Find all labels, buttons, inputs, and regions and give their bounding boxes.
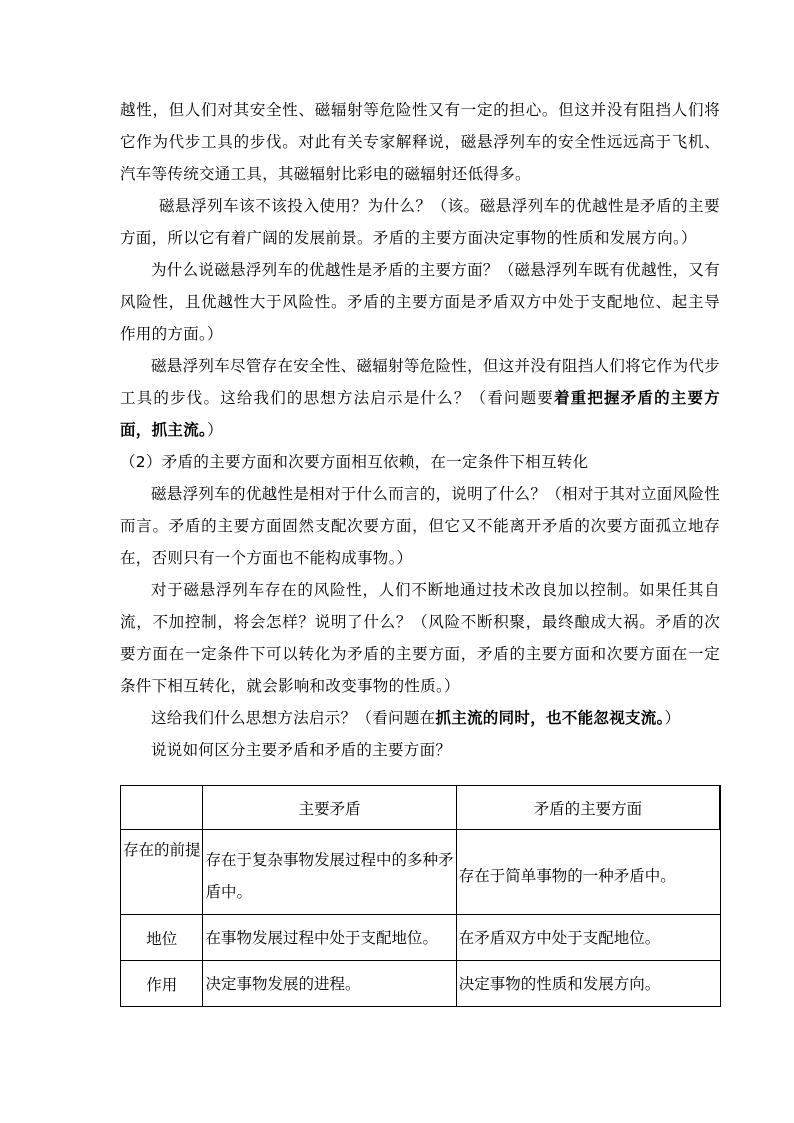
paragraph-risk-control: 对于磁悬浮列车存在的风险性，人们不断地通过技术改良加以控制。如果任其自流，不加控制，将会怎样？说明了什么？（风险不断积聚，最终酿成大祸。矛盾的次要方面在一定条件下可以转化为矛盾的主要方面，矛盾的主要方面和次要方面在一定条件下相互转化，就会影响和改变事物的性质。） xyxy=(120,581,720,695)
paragraph-method-hint xyxy=(120,350,720,446)
table-row xyxy=(121,915,721,961)
method-hint-2-text: 这给我们什么思想方法启示？（看问题在 xyxy=(151,709,436,727)
row-label-role: 作用 xyxy=(121,961,203,1007)
comparison-table xyxy=(120,785,721,1007)
method-hint-close: ） xyxy=(207,421,223,439)
cell-premise-aspect: 存在于简单事物的一种矛盾中。 xyxy=(456,830,720,915)
cell-role-contradiction: 决定事物发展的进程。 xyxy=(203,961,456,1007)
row-label-status: 地位 xyxy=(121,915,203,961)
paragraph-question-main-aspect: 为什么说磁悬浮列车的优越性是矛盾的主要方面？（磁悬浮列车既有优越性，又有风险性，且优越性大于风险性。矛盾的主要方面是矛盾双方中处于支配地位、起主导作用的方面。） xyxy=(120,261,720,343)
section-heading-2: （2）矛盾的主要方面和次要方面相互依赖，在一定条件下相互转化 xyxy=(120,453,589,471)
table-row xyxy=(121,830,721,915)
method-hint-text: 磁悬浮列车尽管存在安全性、磁辐射等危险性，但这并没有阻挡人们将它作为代步工具的步伐。这给我们的思想方法启示是什么？（看问题要 xyxy=(120,357,720,407)
paragraph-method-hint-2 xyxy=(120,702,720,734)
paragraph-table-question: 说说如何区分主要矛盾和矛盾的主要方面？ xyxy=(151,741,452,759)
paragraph-question-use: 磁悬浮列车该不该投入使用？为什么？（该。磁悬浮列车的优越性是矛盾的主要方面，所以它有着广阔的发展前景。矛盾的主要方面决定事物的性质和发展方向。） xyxy=(120,197,720,247)
cell-status-contradiction: 在事物发展过程中处于支配地位。 xyxy=(203,915,456,961)
cell-role-aspect: 决定事物的性质和发展方向。 xyxy=(456,961,720,1007)
method-hint-2-close: ） xyxy=(664,709,681,727)
table-row xyxy=(121,961,721,1007)
method-hint-emphasis: 着重把握矛盾的主要方面，抓主流。 xyxy=(120,389,720,439)
cell-premise-contradiction: 存在于复杂事物发展过程中的多种矛盾中。 xyxy=(203,830,456,915)
table-header-row xyxy=(121,786,721,830)
cell-status-aspect: 在矛盾双方中处于支配地位。 xyxy=(456,915,720,961)
table-header-principal-contradiction: 主要矛盾 xyxy=(203,786,456,830)
table-header-empty xyxy=(121,786,203,830)
method-hint-2-emphasis: 抓主流的同时，也不能忽视支流。 xyxy=(435,709,665,727)
table-header-principal-aspect: 矛盾的主要方面 xyxy=(456,786,720,830)
row-label-premise: 存在的前提 xyxy=(121,830,203,915)
paragraph-continuation: 越性，但人们对其安全性、磁辐射等危险性又有一定的担心。但这并没有阻挡人们将它作为代步工具的步伐。对此有关专家解释说，磁悬浮列车的安全性远远高于飞机、汽车等传统交通工具，其磁辐射比彩电的磁辐射还低得多。 xyxy=(120,101,720,183)
paragraph-relative-advantage: 磁悬浮列车的优越性是相对于什么而言的，说明了什么？（相对于其对立面风险性而言。矛盾的主要方面固然支配次要方面，但它又不能离开矛盾的次要方面孤立地存在，否则只有一个方面也不能构成事物。） xyxy=(120,485,720,567)
document-body xyxy=(120,94,720,766)
